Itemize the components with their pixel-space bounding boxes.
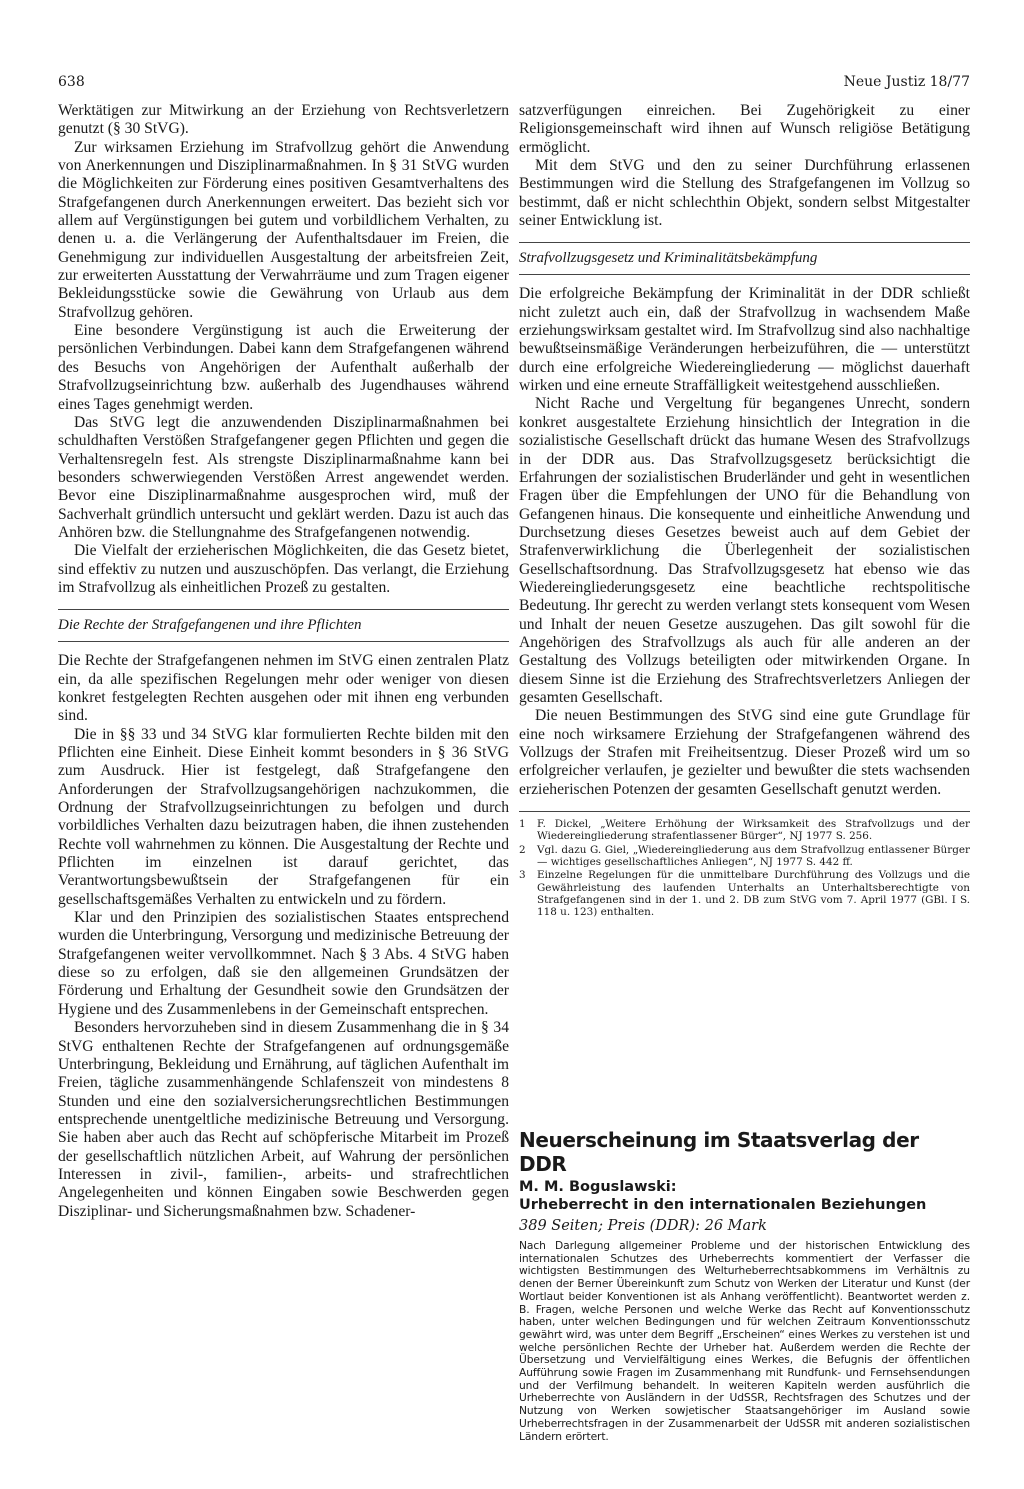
right-column — [519, 102, 970, 919]
paragraph: Die neuen Bestimmungen des StVG sind eine gute Grundlage für eine noch wirksamere Erziehung der Strafgefangenen während des Vollzugs der Strafen mit Freiheitsentzug. Dieser Prozeß wird um so erfolgreicher verlaufen, je gezielter und bewußter die stets wachsenden erzieherischen Potenzen der gesamten Gesellschaft genutzt werden. — [519, 707, 970, 798]
paragraph: Nicht Rache und Vergeltung für begangenes Unrecht, sondern konkret ausgestaltete Erziehung hinsichtlich der Integration in die sozialistische Gesellschaft drückt das humane Wesen des Strafvollzugs in der DDR aus. Das Strafvollzugsgesetz berücksichtigt die Erfahrungen der sozialistischen Bruderländer und geht in wesentlichen Fragen über die Empfehlungen der UNO für die Behandlung von Gefangenen hinaus. Die konsequente und einheitliche Anwendung und Durchsetzung dieses Gesetzes beweist auch auf dem Gebiet der Strafenverwirklichung die Überlegenheit der sozialistischen Gesellschaftsordnung. Das Strafvollzugsgesetz hat ebenso wie das Wiedereingliederungsgesetz eine beachtliche rechtspolitische Bedeutung. Ihr gerecht zu werden verlangt stets konsequent vom Wesen und Inhalt der neuen Gesetze auszugehen. Das gilt sowohl für die Angehörigen des Strafvollzugs als auch für alle anderen an der Gestaltung des Vollzugs beteiligten oder mitwirkenden Organe. In diesem Sinne ist die Erziehung des Strafrechtsverletzers Anliegen der gesamten Gesellschaft. — [519, 395, 970, 706]
journal-issue: Neue Justiz 18/77 — [843, 74, 970, 90]
paragraph: Besonders hervorzuheben sind in diesem Zusammenhang die in § 34 StVG enthaltenen Rechte der Strafgefangenen auf ordnungsgemäße Unterbringung, Bekleidung und Ernährung, auf täglichen Aufenthalt im Freien, tägliche zusammenhängende Schlafenszeit von mindestens 8 Stunden und eine den sozialversicherungsrechtlichen Bestimmungen entsprechende unentgeltliche medizinische Betreuung und Versorgung. Sie haben aber auch das Recht auf schöpferische Mitarbeit im Prozeß der gesellschaftlich nützlichen Arbeit, auf Wahrung der persönlichen Interessen in zivil-, familien-, arbeits- und strafrechtlichen Angelegenheiten und können Eingaben sowie Beschwerden gegen Disziplinar- und Sicherungsmaßnahmen bzw. Schadener- — [58, 1019, 509, 1220]
publication-notice — [519, 1128, 970, 1443]
footnote-text: Einzelne Regelungen für die unmittelbare Durchführung des Vollzugs und die Gewährleistung des laufenden Unterhalts an Unterhaltsberechtigte von Strafgefangenen sind in der 1. und 2. DB zum StVG vom 7. April 1977 (GBl. I S. 118 u. 123) enthalten. — [537, 869, 970, 919]
paragraph: Eine besondere Vergünstigung ist auch die Erweiterung der persönlichen Verbindungen. Dabei kann dem Strafgefangenen während des Besuchs von Angehörigen der Aufenthalt außerhalb der Strafvollzugseinrichtung bzw. außerhalb des Jugendhauses während eines Tages genehmigt werden. — [58, 322, 509, 413]
paragraph: Die in §§ 33 und 34 StVG klar formulierten Rechte bilden mit den Pflichten eine Einheit. Diese Einheit kommt besonders in § 36 StVG zum Ausdruck. Hier ist festgelegt, daß Strafgefangene den Anforderungen der Strafvollzugsangehörigen nachzukommen, die Ordnung der Strafvollzugseinrichtungen zu befolgen und durch vorbildliches Verhalten dazu beizutragen haben, die ihnen zustehenden Rechte voll wahrnehmen zu können. Die Ausgestaltung der Rechte und Pflichten im einzelnen ist darauf gerichtet, das Verantwortungsbewußtsein der Strafgefangenen für ein gesellschaftsgemäßes Verhalten zu entwickeln und zu fördern. — [58, 725, 509, 908]
section-heading: Strafvollzugsgesetz und Kriminalitätsbekämpfung — [519, 242, 970, 275]
paragraph: Klar und den Prinzipien des sozialistischen Staates entsprechend wurden die Unterbringung, Versorgung und medizinische Betreuung der Strafgefangenen weiter vervollkommnet. Nach § 3 Abs. 4 StVG haben diese so zu erfolgen, daß sie den allgemeinen Grundsätzen der Förderung und Erhaltung der Gesundheit sowie den Grundsätzen der Hygiene und des Zusammenlebens in der Gemeinschaft entsprechen. — [58, 909, 509, 1018]
footnote-text: Vgl. dazu G. Giel, „Wiedereingliederung aus dem Strafvollzug entlassener Bürger — wichtiges gesellschaftliches Anliegen“, NJ 1977 S. 442 ff. — [537, 843, 970, 868]
paragraph: satzverfügungen einreichen. Bei Zugehörigkeit zu einer Religionsgemeinschaft wird ihnen auf Wunsch religiöse Betätigung ermöglicht. — [519, 102, 970, 156]
paragraph: Mit dem StVG und den zu seiner Durchführung erlassenen Bestimmungen wird die Stellung des Strafgefangenen im Vollzug so bestimmt, daß er nicht schlechthin Objekt, sondern selbst Mitgestalter seiner Entwicklung ist. — [519, 157, 970, 230]
book-title: Urheberrecht in den internationalen Beziehungen — [519, 1197, 927, 1213]
book-author: M. M. Boguslawski: — [519, 1179, 677, 1195]
page-header — [58, 74, 970, 96]
footnote-number: 1 — [519, 818, 526, 831]
footnote-number: 3 — [519, 869, 526, 882]
footnote-text: F. Dickel, „Weitere Erhöhung der Wirksamkeit des Strafvollzugs und der Wiedereingliederung strafentlassener Bürger“, NJ 1977 S. 256. — [537, 818, 970, 843]
paragraph: Das StVG legt die anzuwendenden Disziplinarmaßnahmen bei schuldhaften Verstößen Strafgefangener gegen Pflichten und gegen die Verhaltensregeln fest. Als strengste Disziplinarmaßnahme kann bei besonders schwerwiegenden Verstößen Arrest angewendet werden. Bevor eine Disziplinarmaßnahme ausgesprochen wird, muß der Sachverhalt gründlich untersucht und geklärt werden. Dazu ist auch das Anhören bzw. die Stellungnahme des Strafgefangenen notwendig. — [58, 413, 509, 541]
paragraph: Werktätigen zur Mitwirkung an der Erziehung von Rechtsverletzern genutzt (§ 30 StVG). — [58, 102, 509, 138]
footnote — [519, 844, 970, 869]
footnote-number: 2 — [519, 843, 526, 856]
paragraph: Die Vielfalt der erzieherischen Möglichkeiten, die das Gesetz bietet, sind effektiv zu nutzen und auszuschöpfen. Das verlangt, die Erziehung im Strafvollzug als einheitlichen Prozeß zu gestalten. — [58, 542, 509, 596]
footnote-divider — [519, 811, 970, 812]
paragraph: Zur wirksamen Erziehung im Strafvollzug gehört die Anwendung von Anerkennungen und Disziplinarmaßnahmen. In § 31 StVG wurden die Möglichkeiten zur Förderung eines positiven Gesamtverhaltens des Strafgefangenen durch Anerkennungen erweitert. Das bezieht sich vor allem auf Vergünstigungen bei gutem und vorbildlichem Verhalten, zu denen u. a. die Verlängerung der Aufenthaltsdauer im Freien, die Genehmigung zur individuellen Ausgestaltung der arbeitsfreien Zeit, zur erweiterten Ausstattung der Verwahrräume und zum Tragen eigener Bekleidungsstücke sowie die Gewährung von Urlaub aus dem Strafvollzug gehören. — [58, 138, 509, 321]
publication-title: Neuerscheinung im Staatsverlag der DDR — [519, 1128, 919, 1176]
footnote — [519, 818, 970, 843]
page-number: 638 — [58, 74, 85, 90]
left-column — [58, 102, 509, 1221]
paragraph: Die erfolgreiche Bekämpfung der Kriminalität in der DDR schließt nicht zuletzt auch ein, daß der Strafvollzug in wachsendem Maße erziehungswirksam gestaltet wird. Im Strafvollzug sind also nachhaltige bewußtseinsmäßige Veränderungen herbeizuführen, die — unterstützt durch eine erfolgreiche Wiedereingliederung — möglichst dauerhaft wirken und eine erneute Straffälligkeit weitestgehend ausschließen. — [519, 285, 970, 395]
book-description: Nach Darlegung allgemeiner Probleme und der historischen Entwicklung des internationalen Schutzes des Urheberrechts kommentiert der Verfasser die wichtigsten Bestimmungen des Welturheberrechtsabkommens im Verhältnis zu denen der Berner Übereinkunft zum Schutz von Werken der Literatur und Kunst (der Wortlaut beider Konventionen ist als Anhang veröffentlicht). Beantwortet werden z. B. Fragen, welche Personen und welche Werke das Recht auf Konventionsschutz haben, unter welchen Bedingungen und für welchen Zeitraum Konventionsschutz gewährt wird, was unter dem Begriff „Erscheinen“ eines Werkes zu verstehen ist und welche persönlichen Rechte der Urheber hat. Außerdem werden die Rechte der Übersetzung und Vervielfältigung eines Werkes, die Befugnis der öffentlichen Aufführung sowie Fragen im Zusammenhang mit Rundfunk- und Fernsehsendungen und der Verfilmung behandelt. In weiteren Kapiteln werden ausführlich die Urheberrechte von Ausländern in der UdSSR, Rechtsfragen des Schutzes und der Nutzung von Werken sowjetischer Staatsangehöriger im Ausland sowie Urheberrechtsfragen in der Zusammenarbeit der UdSSR mit anderen sozialistischen Ländern erörtert. — [519, 1239, 970, 1443]
section-heading: Die Rechte der Strafgefangenen und ihre Pflichten — [58, 609, 509, 642]
paragraph: Die Rechte der Strafgefangenen nehmen im StVG einen zentralen Platz ein, da alle spezifischen Regelungen mehr oder weniger von diesen konkret festgelegten Rechten ausgehen oder mit ihnen eng verbunden sind. — [58, 652, 509, 725]
footnote — [519, 869, 970, 918]
book-pages-price: 389 Seiten; Preis (DDR): 26 Mark — [519, 1218, 767, 1234]
